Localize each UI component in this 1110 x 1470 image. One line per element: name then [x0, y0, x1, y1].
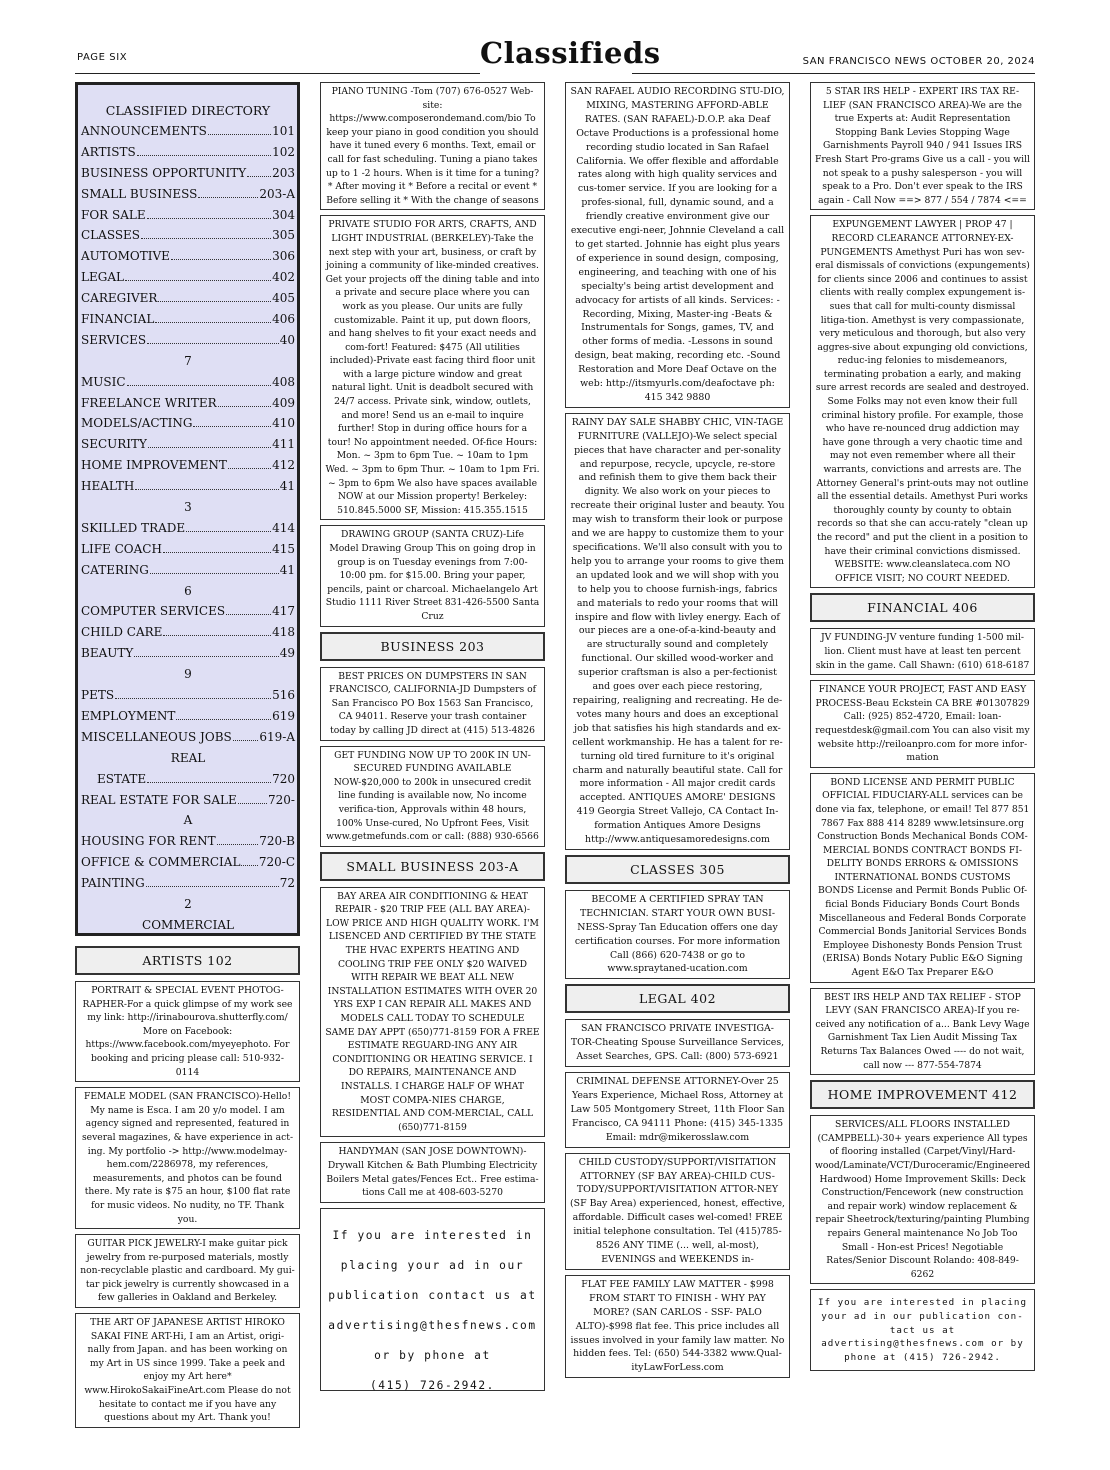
directory-entry-page: 720-C — [258, 855, 295, 870]
directory-leader-dots — [146, 886, 279, 887]
column-4-ads — [810, 82, 1035, 1284]
directory-entry — [81, 270, 295, 291]
contact-line: advertising@thesfnews.com — [328, 1318, 537, 1332]
directory-entry-page: 408 — [272, 374, 295, 389]
directory-entry-page: 40 — [279, 332, 295, 347]
directory-entry — [81, 855, 295, 876]
directory-entry-page: 406 — [272, 312, 295, 327]
classified-directory — [75, 82, 300, 936]
directory-entry-name: HOME IMPROVEMENT — [81, 458, 227, 473]
directory-entry — [81, 312, 295, 333]
directory-entry-name: SKILLED TRADE — [81, 520, 186, 535]
page-number: PAGE SIX — [77, 52, 128, 63]
contact-line: advertising@thesfnews.com or by — [821, 1338, 1024, 1350]
directory-leader-dots — [134, 656, 278, 657]
directory-entry-page: 49 — [279, 646, 295, 661]
directory-entry-page: 414 — [272, 520, 295, 535]
classified-ad: BEST IRS HELP AND TAX RELIEF - STOP LEVY (SAN FRANCISCO AREA)-If you re-ceived any notification of a... Bank Levy Wage Garnishment Tax Lien Audit Missing Tax Returns Tax Balances Owed ---- do not wait, call now --- 877-554-7874 — [810, 988, 1035, 1076]
directory-entry — [81, 145, 295, 166]
directory-leader-dots — [137, 155, 271, 156]
directory-entry — [81, 604, 295, 625]
directory-entry-page: 720-B — [259, 834, 295, 849]
directory-entry-page: 418 — [272, 625, 295, 640]
directory-entry-page: 410 — [272, 416, 295, 431]
directory-wrap-text: COMMERCIAL — [142, 917, 234, 932]
directory-entry — [81, 124, 295, 145]
advertise-contact-box-small — [810, 1289, 1035, 1371]
directory-leader-dots — [226, 614, 271, 615]
contact-line: (415) 726-2942. — [369, 1378, 496, 1392]
directory-leader-dots — [155, 322, 271, 323]
directory-entry-name: AUTOMOTIVE — [81, 249, 170, 264]
directory-entry-name: SMALL BUSINESS — [81, 186, 198, 201]
directory-leader-dots — [171, 259, 271, 260]
directory-leader-dots — [238, 803, 267, 804]
column-1-ads — [75, 946, 300, 1428]
directory-leader-dots — [228, 468, 271, 469]
directory-entry-name: CATERING — [81, 562, 149, 577]
classified-ad: HANDYMAN (SAN JOSE DOWNTOWN)-Drywall Kitchen & Bath Plumbing Electricity Boilers Metal gates/Fences Ect.. Free estima-tions Call me at 408-603-5270 — [320, 1142, 545, 1202]
directory-list — [81, 124, 295, 939]
directory-leader-dots — [176, 719, 271, 720]
directory-entry — [81, 458, 295, 479]
directory-entry-name: SECURITY — [81, 437, 147, 452]
column-4 — [810, 82, 1035, 1371]
directory-entry-page: 102 — [272, 144, 295, 159]
directory-entry-name: OFFICE & COMMERCIAL — [81, 855, 241, 870]
directory-entry-name: EMPLOYMENT — [81, 708, 176, 723]
directory-leader-dots — [147, 218, 271, 219]
classified-ad: BECOME A CERTIFIED SPRAY TAN TECHNICIAN. START YOUR OWN BUSI-NESS-Spray Tan Education offers one day certification courses. For more information Call (866) 620-7438 or go to www.spraytaned-ucation.com — [565, 890, 790, 979]
directory-leader-dots — [158, 301, 271, 302]
directory-title: CLASSIFIED DIRECTORY — [105, 103, 271, 118]
directory-entry — [81, 187, 295, 208]
directory-entry — [81, 208, 295, 229]
directory-entry-page: 409 — [272, 395, 295, 410]
directory-leader-dots — [198, 197, 258, 198]
directory-leader-dots — [127, 385, 272, 386]
directory-leader-dots — [247, 176, 271, 177]
section-header: SMALL BUSINESS 203-A — [320, 852, 545, 881]
directory-entry-name: FINANCIAL — [81, 312, 155, 327]
directory-entry-name: MUSIC — [81, 374, 126, 389]
directory-entry — [81, 876, 295, 897]
section-header: LEGAL 402 — [565, 984, 790, 1013]
classified-ad: FINANCE YOUR PROJECT, FAST AND EASY PROCESS-Beau Eckstein CA BRE #01307829 Call: (925) 852-4720, Email: loan-requestdesk@gmail.com You can also visit my website http://reiloanpro.com for more infor-mation — [810, 680, 1035, 768]
directory-entry-page: 412 — [272, 458, 295, 473]
section-header: FINANCIAL 406 — [810, 593, 1035, 622]
directory-leader-dots — [141, 238, 271, 239]
directory-entry — [81, 625, 295, 646]
directory-entry-name: CHILD CARE — [81, 625, 163, 640]
directory-wrap-text: A — [183, 813, 193, 828]
section-header: ARTISTS 102 — [75, 946, 300, 975]
classified-ad: BEST PRICES ON DUMPSTERS IN SAN FRANCISCO, CALIFORNIA-JD Dumpsters of San Francisco PO Box 1563 San Francisco, CA 94011. Reserve your trash container today by calling JD direct at (415) 513-4826 — [320, 667, 545, 741]
contact-line: phone at (415) 726-2942. — [844, 1351, 1001, 1363]
directory-entry — [81, 563, 295, 584]
directory-entry-name: SERVICES — [81, 332, 147, 347]
directory-entry-name: HOUSING FOR RENT — [81, 834, 216, 849]
directory-entry-name: HEALTH — [81, 479, 135, 494]
directory-entry — [81, 375, 295, 396]
directory-entry-page: 41 — [279, 479, 295, 494]
classified-ad: FLAT FEE FAMILY LAW MATTER - $998 FROM START TO FINISH - WHY PAY MORE? (SAN CARLOS - SSF- PALO ALTO)-$998 flat fee. This price includes all issues involved in your family law matter. No hidden fees. Tel: (650) 544-3382 www.Qual-ityLawForLess.com — [565, 1275, 790, 1378]
directory-entry — [81, 479, 295, 500]
directory-entry-name: BUSINESS OPPORTUNITY — [81, 165, 247, 180]
classified-ad: RAINY DAY SALE SHABBY CHIC, VIN-TAGE FURNITURE (VALLEJO)-We select special pieces that have character and per-sonality and repurpose, recycle, upcycle, re-store and refinish them to give them back their dignity. We also work on your pieces to recreate their original luster and beauty. You may wish to transform their look or purpose and we are happy to customize them to your specifications. We'll also consult with you to help you to arrange your rooms to give them an updated look and we will shop with you to help you to choose furnish-ings, fabrics and materials to redo your rooms that will inspire and flow with livley energy. Each of our pieces are a one-of-a-kind-beauty and are structurally sound and completely functional. Our skilled wood-worker and superior craftsman is also a per-fectionist and goes over each piece restoring, repairing, realigning and recreating. He de-votes many hours and does an exceptional job that satisfies his high standards and ex-cellent workmanship. He has a talent for re-turning old tired furniture to it's original charm and naturally beautiful state. Call for more information - All major credit cards accepted. ANTIQUES AMORE' DESIGNS 419 Georgia Street Vallejo, CA Contact In-formation Antiques Amore Designs http://www.antiquesamoredesigns.com — [565, 413, 790, 850]
directory-entry — [81, 834, 295, 855]
directory-leader-dots — [135, 489, 278, 490]
directory-entry — [81, 228, 295, 249]
directory-wrap-text: 9 — [184, 667, 192, 682]
contact-line: your ad in our publication con- — [821, 1310, 1024, 1322]
classified-ad: CHILD CUSTODY/SUPPORT/VISITATION ATTORNEY (SF BAY AREA)-CHILD CUS-TODY/SUPPORT/VISITATION ATTOR-NEY (SF Bay Area) experienced, honest, effective, affordable. Difficult cases wel-comed! FREE initial telephone consultation. Tel (415)785-8526 ANY TIME (... well, al-most), EVENINGS and WEEKENDS in- — [565, 1153, 790, 1270]
directory-wrap-text: 7 — [184, 353, 192, 368]
classified-ad: GET FUNDING NOW UP TO 200K IN UN-SECURED FUNDING AVAILABLE NOW-$20,000 to 200k in unsecured credit line funding is available now, No income verifica-tion, Approvals within 48 hours, 100% Unse-cured, No Upfront Fees, Visit www.getmefunds.com or call: (888) 930-6566 — [320, 746, 545, 847]
directory-entry — [81, 730, 295, 751]
directory-entry-page: 405 — [272, 291, 295, 306]
directory-leader-dots — [163, 552, 271, 553]
directory-entry-name: ESTATE — [97, 771, 147, 786]
masthead-title: Classifieds — [480, 36, 661, 70]
directory-leader-dots — [150, 573, 279, 574]
directory-entry-page: 304 — [272, 207, 295, 222]
directory-entry — [81, 291, 295, 312]
classified-ad: FEMALE MODEL (SAN FRANCISCO)-Hello! My name is Esca. I am 20 y/o model. I am agency signed and represented, featured in several magazines, & have experience in act-ing. My portfolio -> http://www.modelmay-hem.com/2286978, my references, measurements, and photos can be found there. My rate is $75 an hour, $100 flat rate for music videos. No nudity, no TF. Thank you. — [75, 1087, 300, 1229]
classified-ad: PRIVATE STUDIO FOR ARTS, CRAFTS, AND LIGHT INDUSTRIAL (BERKELEY)-Take the next step with your art, business, or craft by joining a community of like-minded creatives. Get your projects off the dining table and into a private and secure place where you can work as you please. Our units are fully customizable. Paint it up, put down floors, and hang shelves to fit your exact needs and com-fort! Featured: $475 (All utilities included)-Private east facing third floor unit with a large picture window and great natural light. Unit is deadbolt secured with 24/7 access. Private sink, window, outlets, and more! Send us an e-mail to inquire further! Stop in during office hours for a tour! No appointment needed. Of-fice Hours: Mon. ~ 3pm to 6pm Tue. ~ 10am to 1pm Wed. ~ 3pm to 6pm Thur. ~ 10am to 1pm Fri. ~ 3pm to 6pm We also have spaces available NOW at our Mission property! Berkeley: 510.845.5000 SF, Mission: 415.355.1515 — [320, 215, 545, 520]
directory-entry-page: 306 — [272, 249, 295, 264]
directory-leader-dots — [193, 426, 271, 427]
directory-leader-dots — [147, 343, 279, 344]
directory-entry-name: ARTISTS — [81, 144, 136, 159]
classified-ad: THE ART OF JAPANESE ARTIST HIROKO SAKAI FINE ART-Hi, I am an Artist, origi-nally from Japan. and has been working on my Art in US since 1999. Take a peek and enjoy my Art here* www.HirokoSakaiFineArt.com Please do not hesitate to contact me if you have any questions about my Art. Thank you! — [75, 1313, 300, 1428]
header-rule-right — [632, 73, 1035, 74]
contact-line: or by phone at — [374, 1348, 491, 1362]
advertise-contact-box — [320, 1208, 545, 1391]
contact-line: tact us at — [889, 1324, 956, 1336]
directory-entry-page: 402 — [272, 270, 295, 285]
column-2 — [320, 82, 545, 1391]
directory-entry-page: 619 — [272, 708, 295, 723]
directory-entry — [81, 646, 295, 667]
directory-entry-page: 41 — [279, 562, 295, 577]
directory-entry — [81, 333, 295, 354]
directory-entry-page: 720- — [268, 792, 295, 807]
directory-entry-name: CLASSES — [81, 228, 141, 243]
directory-leader-dots — [208, 134, 271, 135]
directory-leader-dots — [217, 844, 259, 845]
classified-ad: SAN RAFAEL AUDIO RECORDING STU-DIO, MIXING, MASTERING AFFORD-ABLE RATES. (SAN RAFAEL)-D.O.P. aka Deaf Octave Productions is a professional home recording studio located in San Rafael California. We offer flexible and affordable rates along with high quality services and cus-tomer service. If you are looking for a profes-sional, full, dynamic sound, and a friendly creative environment give our executive engi-neer, Johnnie Cleveland a call to get started. Johnnie has eight plus years of experience in sound design, composing, engineering, and teaching with one of his specialty's being artist development and advocacy for artists of all kinds. Services: -Recording, Mixing, Master-ing -Beats & Instrumentals for Songs, games, TV, and other forms of media. -Lessons in sound design, beat making, recording etc. -Sound Restoration and More Deaf Octave on the web: http://itsmyurls.com/deafoctave ph: 415 342 9880 — [565, 82, 790, 408]
directory-entry-name: LIFE COACH — [81, 541, 162, 556]
directory-wrap-text: REAL — [170, 750, 206, 765]
directory-entry-page: 619-A — [259, 729, 295, 744]
section-header: CLASSES 305 — [565, 855, 790, 884]
directory-leader-dots — [125, 280, 271, 281]
classified-ad: SAN FRANCISCO PRIVATE INVESTIGA-TOR-Cheating Spouse Surveillance Services, Asset Searches, GPS. Call: (800) 573-6921 — [565, 1019, 790, 1067]
directory-entry — [81, 542, 295, 563]
directory-leader-dots — [241, 865, 257, 866]
directory-leader-dots — [115, 698, 271, 699]
classified-ad: GUITAR PICK JEWELRY-I make guitar pick jewelry from re-purposed materials, mostly non-recyclable plastic and cardboard. My gui-tar pick jewelry is currently showcased in a few galleries in Oakland and Berkeley. — [75, 1234, 300, 1308]
classified-ad: 5 STAR IRS HELP - EXPERT IRS TAX RE-LIEF (SAN FRANCISCO AREA)-We are the true Experts at: Audit Representation Stopping Bank Levies Stopping Wage Garnishments Payroll 940 / 941 Issues IRS Fresh Start Pro-grams Give us a call - you will not speak to a pushy salesperson - you will speak to a Pro. Don't ever speak to the IRS again - Call Now ==> 877 / 554 / 7874 <== — [810, 82, 1035, 210]
directory-entry — [81, 521, 295, 542]
contact-line: If you are interested in — [332, 1228, 533, 1242]
directory-leader-dots — [233, 740, 259, 741]
classified-ad: BAY AREA AIR CONDITIONING & HEAT REPAIR - $20 TRIP FEE (ALL BAY AREA)-LOW PRICE AND HIGH QUALITY WORK. I'M LISENCED AND CERTIFIED BY THE STATE THE HVAC EXPERTS HEATING AND COOLING TRIP FEE ONLY $20 WAIVED WITH REPAIR WE BEAT ALL NEW INSTALLATION ESTIMATES WITH OVER 20 YRS EXP I CAN REPAIR ALL MAKES AND MODELS CALL TODAY TO SCHEDULE SAME DAY APPT (650)771-8159 FOR A FREE ESTIMATE REGUARD-ING ANY AIR CONDITIONING OR HEATING SERVICE. I DO REPAIRS, MAINTENANCE AND INSTALLS. I CHARGE HALF OF WHAT MOST COMPA-NIES CHARGE, RESIDENTIAL AND COM-MERCIAL, CALL (650)771-8159 — [320, 887, 545, 1138]
directory-entry-page: 203-A — [259, 186, 295, 201]
directory-entry — [81, 688, 295, 709]
column-3 — [565, 82, 790, 1383]
directory-entry-name: MODELS/ACTING — [81, 416, 193, 431]
directory-entry-name: COMPUTER SERVICES — [81, 604, 226, 619]
directory-entry-page: 411 — [272, 437, 295, 452]
classified-ad: PIANO TUNING -Tom (707) 676-0527 Web-site: https://www.composerondemand.com/bio To keep your piano in good condition you should have it tuned every 6 months. Text, email or call for fast scheduling. Tuning a piano takes up to 1 -2 hours. When is it time for a tuning? * After moving it * Before a recital or event * Before selling it * With the change of seasons — [320, 82, 545, 210]
classified-ad: EXPUNGEMENT LAWYER | PROP 47 | RECORD CLEARANCE ATTORNEY-EX-PUNGEMENTS Amethyst Puri has won sev-eral dismissals of convictions (expungements) for clients since 2006 and continues to assist clients with really complex expungement is-sues that call for multi-county dismissal litiga-tion. Amethyst is very compassionate, very meticulous and thorough, but also very aggres-sive about expunging old convictions, reduc-ing felonies to misdemeanors, terminating probation a early, and making sure arrest records are sealed and destroyed. Some Folks may not even know their full criminal history profile. For example, those who have re-nounced drug addiction may have gone through a very chaotic time and may not even remember where all their warrants, convictions and arrests are. The Attorney General's print-outs may not outline all the essential details. Amethyst Puri works thoroughly county by county to obtain records so that she can accu-rately "clean up the record" and put the client in a position to have their criminal convictions dismissed. WEBSITE: www.cleanslateca.com NO OFFICE VISIT; NO COURT NEEDED. — [810, 215, 1035, 588]
directory-leader-dots — [147, 782, 271, 783]
directory-entry-name: PAINTING — [81, 876, 145, 891]
directory-entry-name: PETS — [81, 688, 115, 703]
directory-entry — [81, 166, 295, 187]
directory-leader-dots — [163, 635, 271, 636]
directory-entry-page: 101 — [272, 124, 295, 138]
directory-wrap-text: 3 — [184, 500, 192, 515]
section-header: HOME IMPROVEMENT 412 — [810, 1080, 1035, 1109]
classified-ad: PORTRAIT & SPECIAL EVENT PHOTOG-RAPHER-For a quick glimpse of my work see my link: http://irinabourova.shutterfly.com/ More on Facebook: https://www.facebook.com/myeyephoto. For booking and pricing please call: 510-932-0114 — [75, 981, 300, 1082]
directory-entry-name: CAREGIVER — [81, 291, 158, 306]
directory-entry-page: 516 — [272, 688, 295, 703]
directory-entry-name: FREELANCE WRITER — [81, 395, 217, 410]
directory-entry-name: BEAUTY — [81, 646, 134, 661]
column-1 — [75, 82, 300, 1433]
directory-entry-name: REAL ESTATE FOR SALE — [81, 792, 237, 807]
classified-ad: SERVICES/ALL FLOORS INSTALLED (CAMPBELL)-30+ years experience All types of flooring installed (Carpet/Vinyl/Hard-wood/Laminate/VCT/Duroceramic/Engineered Hardwood) Home Improvement Skills: Deck Construction/Fencework (new construction and repair work) window replacement & repair Sheetrock/texturing/painting Plumbing repairs General maintenance No Job Too Small - Hon-est Prices! Negotiable Rates/Senior Discount Rolando: 408-849-6262 — [810, 1115, 1035, 1284]
directory-entry-name: ANNOUNCEMENTS — [81, 124, 207, 138]
directory-entry-name: FOR SALE — [81, 207, 146, 222]
directory-entry-page: 417 — [272, 604, 295, 619]
directory-entry — [81, 249, 295, 270]
directory-entry-name: LEGAL — [81, 270, 124, 285]
contact-line: publication contact us at — [328, 1288, 537, 1302]
directory-entry-page: 720 — [272, 771, 295, 786]
directory-entry-page: 72 — [279, 876, 295, 891]
directory-entry-page: 203 — [272, 165, 295, 180]
header-rule-left — [75, 73, 480, 74]
section-header: BUSINESS 203 — [320, 632, 545, 661]
classified-ad: JV FUNDING-JV venture funding 1-500 mil-lion. Client must have at least ten percent skin in the game. Call Shawn: (610) 618-6187 — [810, 628, 1035, 675]
directory-wrap-text: 6 — [184, 583, 192, 598]
directory-entry-page: 415 — [272, 541, 295, 556]
directory-entry — [81, 437, 295, 458]
classified-ad: BOND LICENSE AND PERMIT PUBLIC OFFICIAL FIDUCIARY-ALL services can be done via fax, telephone, or email! Tel 877 851 7867 Fax 888 414 8289 www.letsinsure.org Construction Bonds Mechanical Bonds COM-MERCIAL BONDS CONTRACT BONDS FI-DELITY BONDS ERRORS & OMISSIONS INTERNATIONAL BONDS CUSTOMS BONDS License and Permit Bonds Public Of-ficial Bonds Fiduciary Bonds Court Bonds Miscellaneous and Federal Bonds Corporate Commercial Bonds Janitorial Services Bonds Employee Dishonesty Bonds Pension Trust (ERISA) Bonds Notary Public E&O Signing Agent E&O Tax Preparer E&O — [810, 773, 1035, 983]
directory-entry — [81, 709, 295, 730]
directory-entry — [81, 396, 295, 417]
directory-entry-name: MISCELLANEOUS JOBS — [81, 729, 232, 744]
edition-date: SAN FRANCISCO NEWS OCTOBER 20, 2024 — [802, 56, 1035, 67]
column-3-ads — [565, 82, 790, 1378]
classified-ad: CRIMINAL DEFENSE ATTORNEY-Over 25 Years Experience, Michael Ross, Attorney at Law 505 Montgomery Street, 11th Floor San Francisco, CA 94111 Phone: (415) 345-1335 Email: mdr@mikerosslaw.com — [565, 1072, 790, 1148]
directory-wrap-text: 2 — [184, 896, 192, 911]
classified-ad: DRAWING GROUP (SANTA CRUZ)-Life Model Drawing Group This on going drop in group is on Tuesday evenings from 7:00-10:00 pm. for $15.00. Bring your paper, pencils, paint or charcoal. Michaelangelo Art Studio 1111 River Street 831-426-5500 Santa Cruz — [320, 525, 545, 626]
directory-entry — [81, 793, 295, 814]
directory-entry — [81, 772, 295, 793]
directory-leader-dots — [186, 531, 271, 532]
column-2-ads — [320, 82, 545, 1203]
directory-leader-dots — [218, 406, 271, 407]
directory-entry — [81, 416, 295, 437]
directory-entry-page: 305 — [272, 228, 295, 243]
directory-leader-dots — [148, 447, 271, 448]
contact-line: If you are interested in placing — [817, 1297, 1027, 1309]
contact-line: placing your ad in our — [340, 1258, 525, 1272]
